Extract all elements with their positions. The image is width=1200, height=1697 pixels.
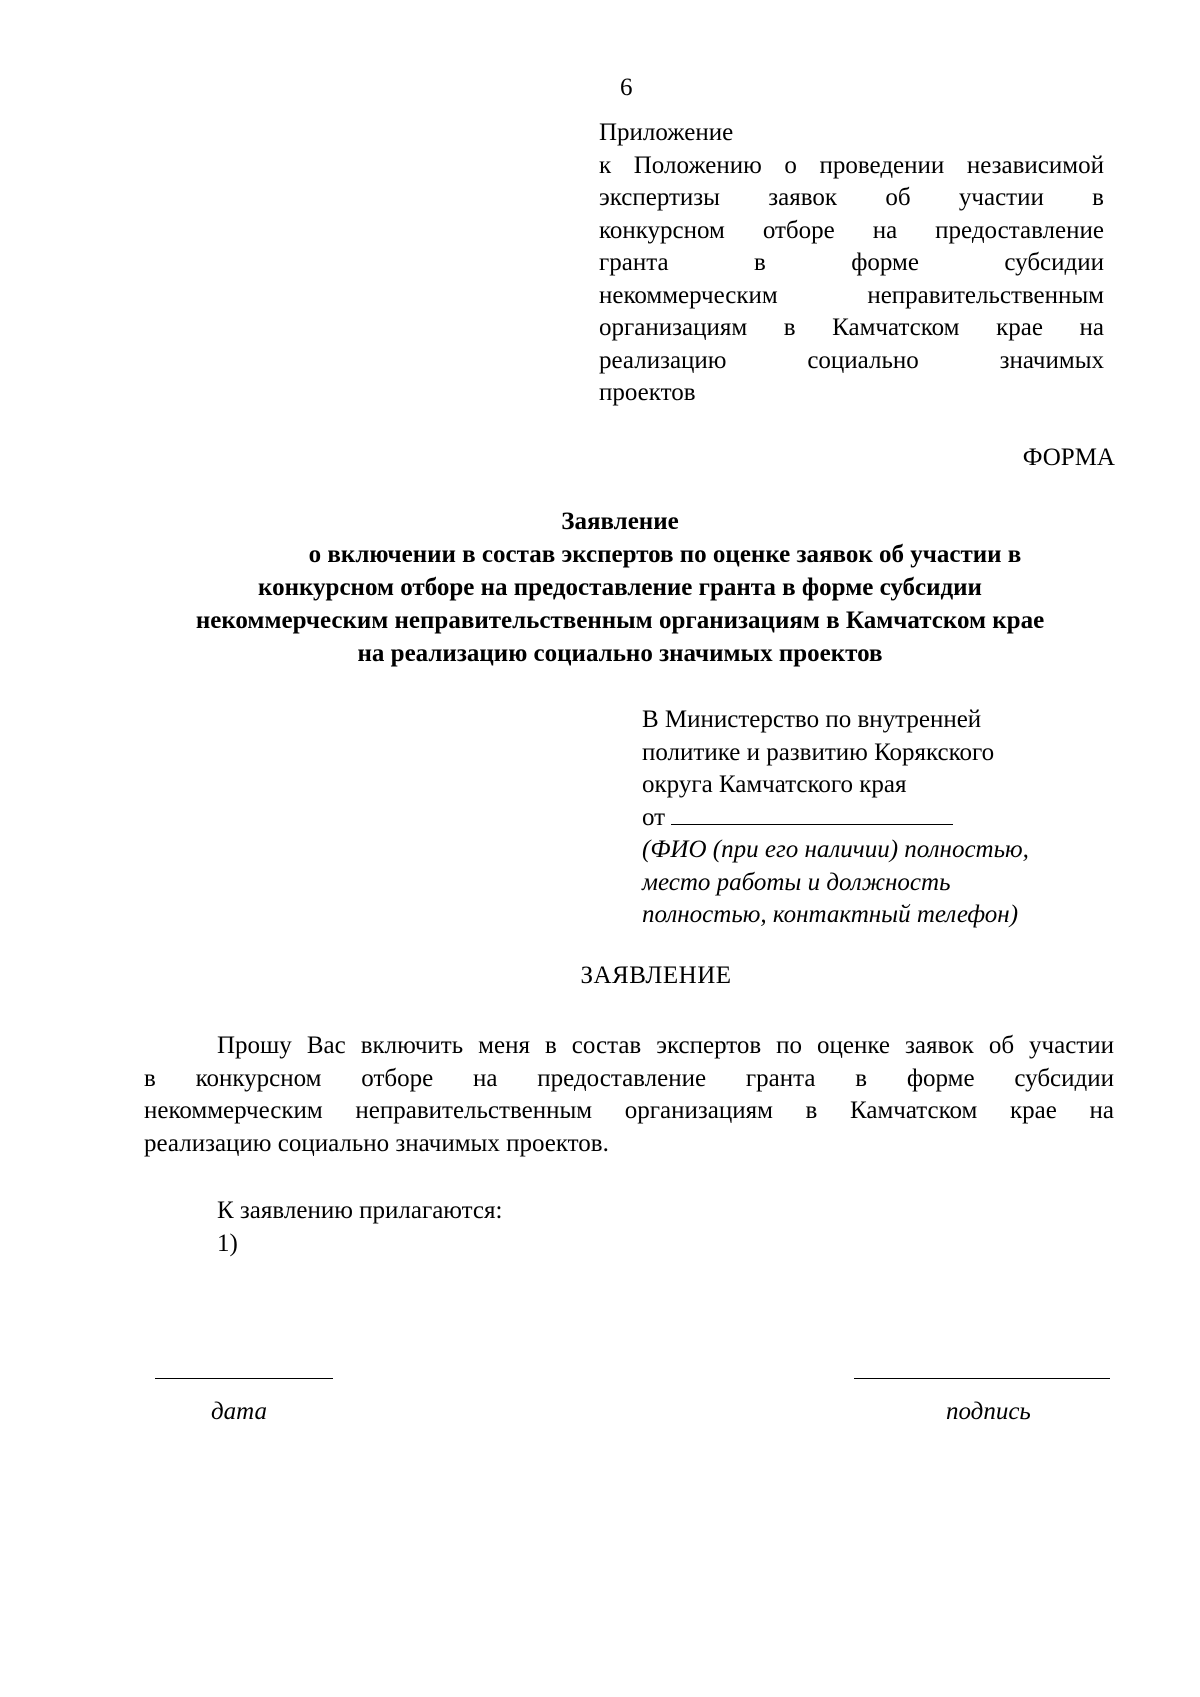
- appendix-line: к Положению о проведении независимой: [599, 151, 1104, 179]
- attachments-label: К заявлению прилагаются:: [217, 1197, 503, 1224]
- appendix-line: реализацию социально значимых: [599, 346, 1104, 374]
- from-label: от: [642, 803, 666, 831]
- appendix-line: гранта в форме субсидии: [599, 249, 1104, 276]
- from-hint: (ФИО (при его наличии) полностью,: [642, 836, 1029, 863]
- document-title-line: конкурсном отборе на предоставление гранта в форме субсидии: [258, 574, 982, 601]
- date-caption: дата: [211, 1398, 268, 1425]
- body-line: Прошу Вас включить меня в состав экспертов по оценке заявок об участии: [217, 1032, 1114, 1059]
- appendix-line: организациям в Камчатском крае на: [599, 314, 1104, 341]
- appendix-reference: [599, 117, 1104, 410]
- date-blank-line[interactable]: [155, 1378, 333, 1379]
- document-title-line: о включении в состав экспертов по оценке заявок об участии в: [308, 541, 1022, 568]
- addressee-line: округа Камчатского края: [642, 771, 907, 798]
- document-title: Заявление: [561, 508, 679, 535]
- statement-heading: ЗАЯВЛЕНИЕ: [580, 962, 732, 989]
- appendix-line: проектов: [599, 379, 696, 406]
- attachment-item: 1): [217, 1229, 238, 1257]
- appendix-line: конкурсном отборе на предоставление: [599, 216, 1104, 244]
- document-title-line: некоммерческим неправительственным организациям в Камчатском крае: [195, 607, 1045, 634]
- statement-body: [144, 1030, 1114, 1160]
- from-hint: место работы и должность: [642, 868, 951, 896]
- from-hint: полностью, контактный телефон): [642, 901, 1019, 928]
- body-line: в конкурсном отборе на предоставление гранта в форме субсидии: [144, 1064, 1114, 1092]
- signature-blank-line[interactable]: [854, 1378, 1110, 1379]
- appendix-line: экспертизы заявок об участии в: [599, 184, 1104, 211]
- body-line: реализацию социально значимых проектов.: [144, 1129, 609, 1157]
- from-row: [642, 802, 1102, 835]
- body-line: некоммерческим неправительственным организациям в Камчатском крае на: [144, 1097, 1114, 1124]
- signature-caption: подпись: [946, 1398, 1031, 1425]
- appendix-line: некоммерческим неправительственным: [599, 281, 1104, 309]
- addressee-line: политике и развитию Корякского: [642, 738, 995, 766]
- addressee-line: В Министерство по внутренней: [642, 706, 982, 733]
- form-label: ФОРМА: [1022, 444, 1115, 471]
- appendix-line: Приложение: [599, 119, 734, 146]
- addressee-block: [642, 704, 1102, 932]
- from-blank-field[interactable]: [671, 802, 953, 825]
- document-title-line: на реализацию социально значимых проектов: [357, 640, 883, 667]
- attachments-section: [217, 1195, 502, 1260]
- page-number: 6: [620, 74, 633, 101]
